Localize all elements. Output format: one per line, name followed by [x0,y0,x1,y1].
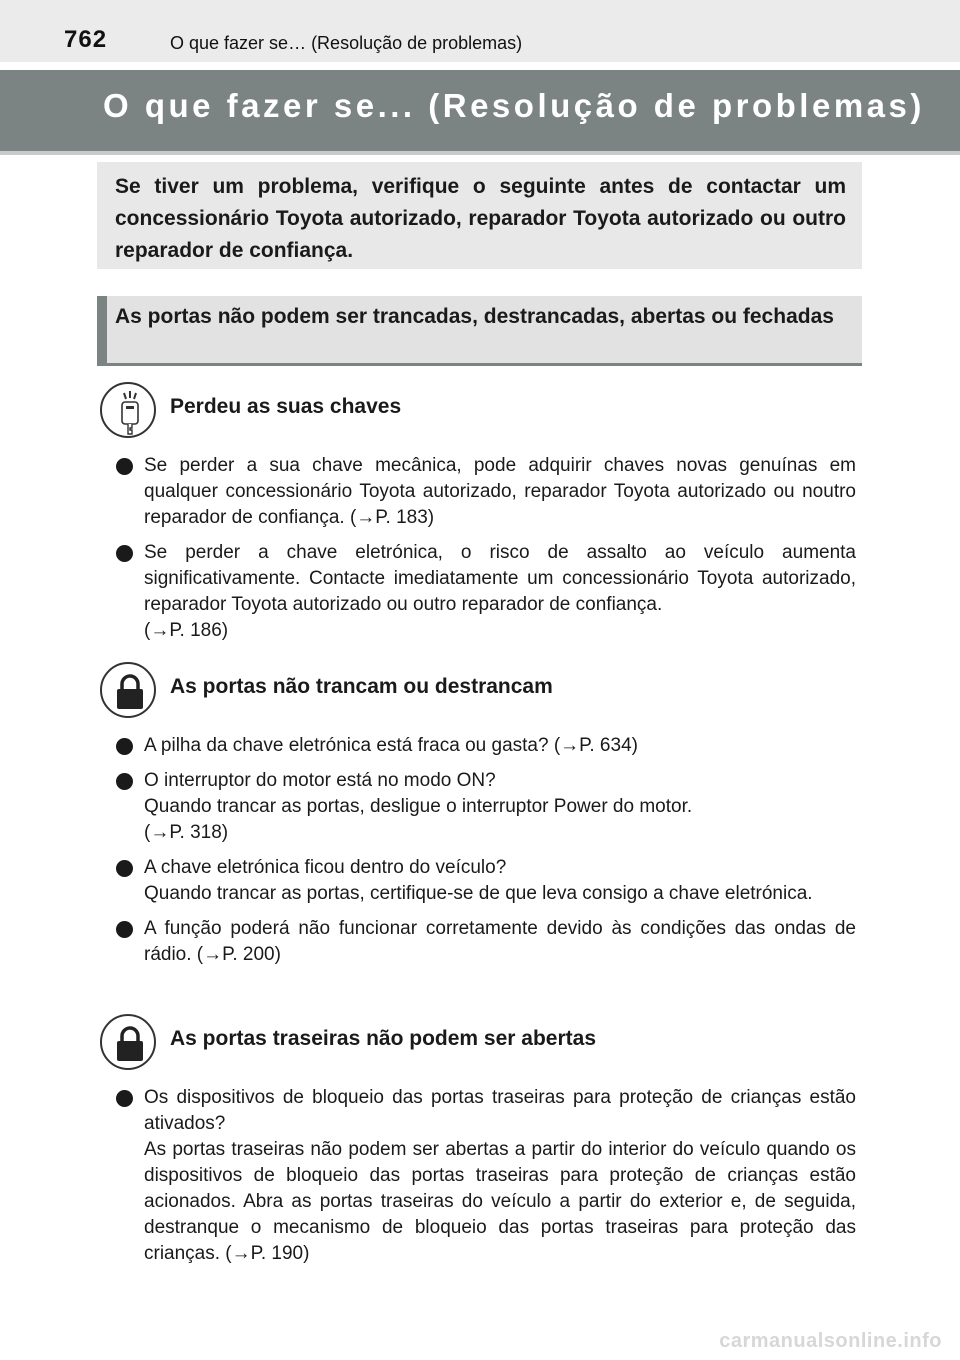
intro-box: Se tiver um problema, verifique o seguinte antes de contactar um concessionário Toyota autorizado, reparador Toyota autorizado ou outro reparador de confiança. [97,162,862,269]
title-bar [0,70,960,155]
bullet-dot-icon [116,773,133,790]
bullet-dot-icon [116,860,133,877]
list-item [116,453,856,531]
bullet-dot-icon [116,1090,133,1107]
list-item [116,855,856,907]
bullet-dot-icon [116,738,133,755]
item-text: A chave eletrónica ficou dentro do veículo? [144,857,507,878]
subsection-title: As portas traseiras não podem ser abertas [170,1027,597,1050]
item-text: A função poderá não funcionar corretamente devido às condições das ondas de rádio. (→P. 200) [144,918,856,965]
page-reference: (→P. 318) [144,822,229,843]
watermark: carmanualsonline.info [719,1330,942,1352]
bullet-list [116,1085,856,1276]
page-reference: (→P. 186) [144,620,229,641]
subsection-lost-keys [100,382,860,442]
item-text: Quando trancar as portas, desligue o interruptor Power do motor. [144,796,693,817]
bullet-list [116,453,856,653]
item-text: Os dispositivos de bloqueio das portas traseiras para proteção de crianças estão ativados? [144,1087,856,1134]
list-item [116,768,856,846]
subsection-icon-frame [100,662,156,718]
bullet-dot-icon [116,921,133,938]
bullet-list [116,733,856,977]
item-text: O interruptor do motor está no modo ON? [144,770,496,791]
list-item [116,733,856,759]
section-heading: As portas não podem ser trancadas, destrancadas, abertas ou fechadas [97,296,862,366]
list-item [116,916,856,968]
padlock-icon [102,1016,158,1072]
list-item [116,540,856,644]
bullet-dot-icon [116,545,133,562]
bullet-dot-icon [116,458,133,475]
item-text: Quando trancar as portas, certifique-se de que leva consigo a chave eletrónica. [144,883,813,904]
subsection-icon-frame [100,382,156,438]
page-title: O que fazer se... (Resolução de problemas) [103,87,925,124]
list-item [116,1085,856,1267]
subsection-title: Perdeu as suas chaves [170,395,402,418]
key-icon [102,384,158,440]
subsection-title: As portas não trancam ou destrancam [170,675,553,698]
item-text: Se perder a sua chave mecânica, pode adquirir chaves novas genuínas em qualquer concessionário Toyota autorizado, reparador Toyota autorizado ou noutro reparador de confiança. (→P. 183) [144,455,856,528]
item-text: As portas traseiras não podem ser abertas a partir do interior do veículo quando os dispositivos de bloqueio das portas traseiras para proteção de crianças estão acionados. Abra as portas traseiras do veículo a partir do exterior e, de seguida, destranque o mecanismo de bloqueio das portas traseiras para proteção das crianças. (→P. 190) [144,1139,856,1264]
item-text: Se perder a chave eletrónica, o risco de assalto ao veículo aumenta significativamente. Contacte imediatamente um concessionário Toyota autorizado, reparador Toyota autorizado ou outro reparador de confiança. [144,542,856,615]
item-text: A pilha da chave eletrónica está fraca ou gasta? (→P. 634) [144,735,638,756]
subsection-rear-doors [100,1014,860,1074]
padlock-icon [102,664,158,720]
page-number: 762 [64,26,108,53]
subsection-icon-frame [100,1014,156,1070]
subsection-doors-lock [100,662,860,722]
running-title: O que fazer se… (Resolução de problemas) [170,33,523,53]
